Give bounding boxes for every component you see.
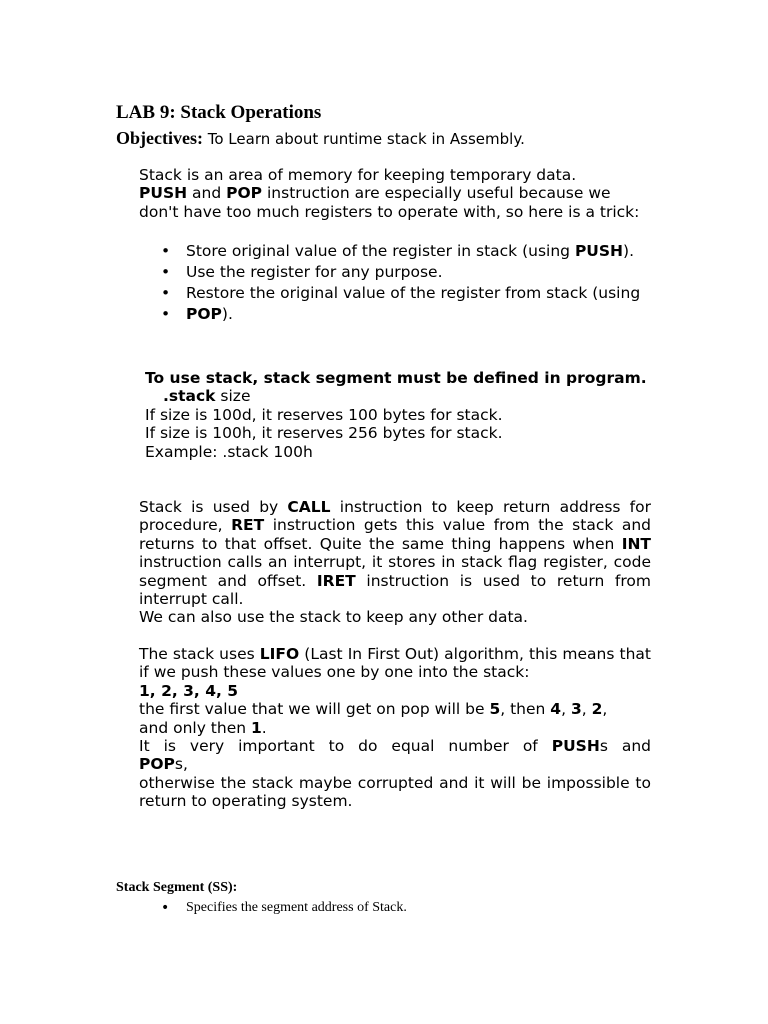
bullet-bold: PUSH bbox=[574, 242, 624, 260]
bullet-post: ). bbox=[221, 305, 233, 323]
bullet-icon: • bbox=[161, 305, 171, 323]
bullet-text: Restore the original value of the register from stack (using bbox=[186, 284, 641, 302]
list-item bbox=[139, 241, 651, 262]
stack-segment-list bbox=[139, 898, 407, 918]
list-item bbox=[139, 262, 651, 283]
push-keyword: PUSH bbox=[139, 184, 188, 203]
lifo-only-then: and only then 1. bbox=[139, 718, 267, 737]
bullet-post: ). bbox=[623, 242, 635, 260]
pop-keyword: POP bbox=[226, 184, 263, 203]
objectives-text: To Learn about runtime stack in Assembly. bbox=[207, 130, 525, 148]
bullet-icon: • bbox=[161, 242, 171, 260]
list-item bbox=[139, 283, 651, 304]
pop-keyword: POP bbox=[139, 755, 175, 774]
definition-line: If size is 100h, it reserves 256 bytes for stack. bbox=[145, 424, 503, 443]
bullet-icon: • bbox=[161, 284, 171, 302]
bullet-text: Use the register for any purpose. bbox=[186, 263, 443, 281]
definition-line: If size is 100d, it reserves 100 bytes for stack. bbox=[145, 405, 503, 424]
intro-and: and bbox=[192, 184, 222, 203]
stack-segment-title: Stack Segment (SS): bbox=[116, 880, 238, 895]
intro-rest: instruction are especially useful because we don't have too much registers to operate with, so here is a trick: bbox=[139, 184, 640, 221]
objectives bbox=[116, 128, 525, 149]
intro-push-pop bbox=[139, 184, 651, 221]
lifo-intro: The stack uses LIFO (Last In First Out) algorithm, this means that if we push these values one by one into the stack: bbox=[139, 645, 651, 682]
directive-arg: size bbox=[220, 387, 251, 406]
bullet-icon: • bbox=[161, 900, 170, 916]
bullet-bold: POP bbox=[186, 305, 222, 323]
lifo-keyword: LIFO bbox=[259, 645, 300, 663]
directive-keyword: .stack bbox=[163, 387, 216, 406]
bullet-text: Store original value of the register in stack (using bbox=[186, 242, 575, 260]
stack-definition bbox=[145, 369, 651, 461]
page-title: LAB 9: Stack Operations bbox=[116, 102, 322, 123]
lifo-values: 1, 2, 3, 4, 5 bbox=[139, 681, 239, 700]
push-keyword: PUSH bbox=[551, 737, 600, 756]
list-item bbox=[139, 304, 651, 325]
lifo-pops: POPs, bbox=[139, 755, 188, 774]
bullet-text: Specifies the segment address of Stack. bbox=[186, 900, 407, 915]
int-keyword: INT bbox=[621, 534, 651, 553]
bullet-icon: • bbox=[161, 263, 171, 281]
definition-line: Example: .stack 100h bbox=[145, 442, 313, 461]
intro-paragraph bbox=[139, 166, 651, 221]
lifo-warning: otherwise the stack maybe corrupted and it will be impossible to return to operating system. bbox=[139, 773, 651, 811]
lifo-paragraph bbox=[139, 645, 651, 811]
list-item bbox=[139, 898, 407, 918]
call-text: Stack is used by CALL instruction to keep return address for procedure, RET instruction gets this value from the stack and returns to that offset. Quite the same thing happens when INT instruction calls an interrupt, it stores in stack flag register, code segment and offset. IRET instruction is used to return from interrupt call. bbox=[139, 498, 651, 609]
objectives-label: Objectives: bbox=[116, 128, 203, 148]
trick-list bbox=[139, 241, 651, 325]
lifo-pop-order: the first value that we will get on pop will be 5, then 4, 3, 2, bbox=[139, 700, 608, 719]
call-paragraph bbox=[139, 498, 651, 627]
lifo-important: It is very important to do equal number of PUSHs and bbox=[139, 737, 651, 756]
call-last-line: We can also use the stack to keep any other data. bbox=[139, 608, 528, 627]
stack-directive bbox=[145, 387, 651, 405]
iret-keyword: IRET bbox=[316, 571, 356, 590]
definition-heading: To use stack, stack segment must be defined in program. bbox=[145, 369, 647, 387]
call-keyword: CALL bbox=[287, 498, 331, 516]
ret-keyword: RET bbox=[231, 516, 265, 535]
intro-line: Stack is an area of memory for keeping temporary data. bbox=[139, 166, 577, 184]
